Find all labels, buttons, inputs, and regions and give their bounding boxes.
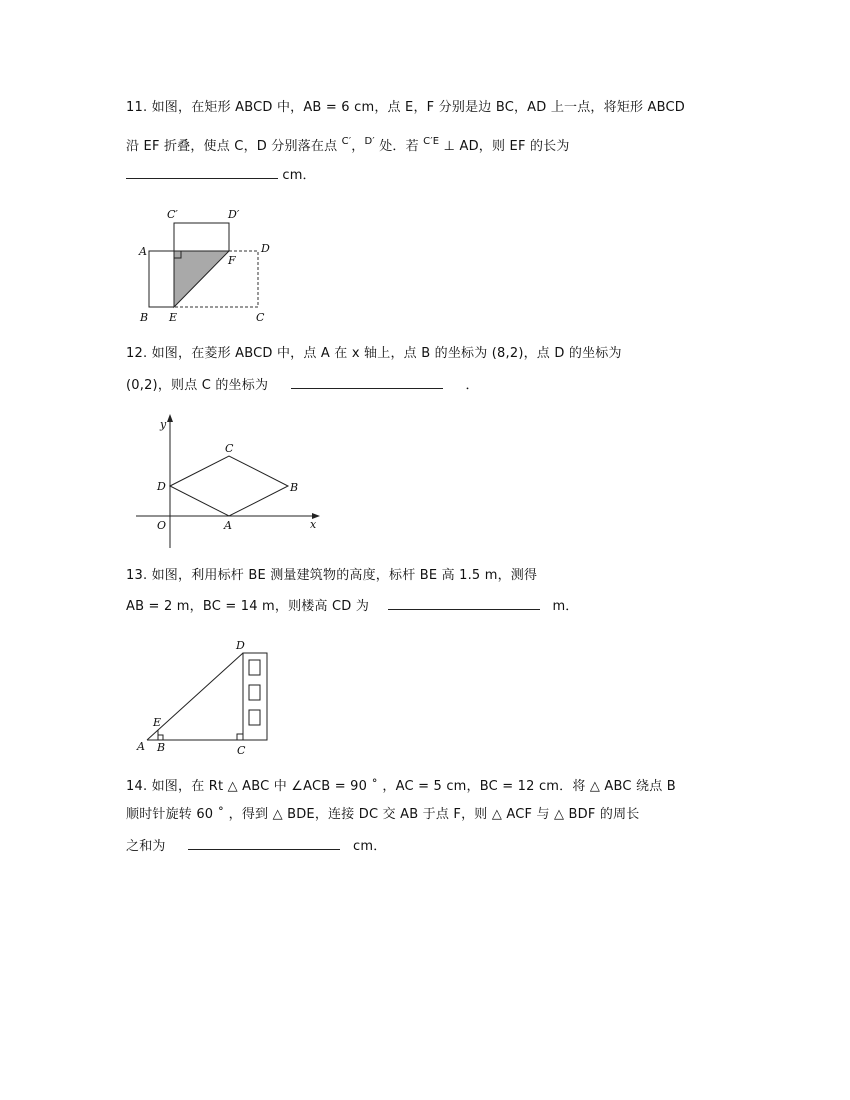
q11-label-b: B (140, 311, 149, 324)
q12-figure (130, 412, 330, 557)
q14-text-line2: 顺时针旋转 60 ˚ ，得到 △ BDE，连接 DC 交 AB 于点 F，则 △ ACF 与 △ BDF 的周长 (126, 807, 640, 822)
q11-label-a: A (139, 245, 147, 258)
q12-label-b: B (290, 481, 299, 494)
q11-unit: cm． (282, 168, 316, 183)
q11-figure (130, 200, 280, 330)
q12-label-x: x (310, 518, 317, 531)
q11-label-cprime: C′ (167, 208, 178, 221)
q14-text-line1: 14. 如图，在 Rt △ ABC 中 ∠ACB = 90 ˚ ，AC = 5 cm，BC = 12 cm．将 △ ABC 绕点 B (126, 779, 676, 794)
q12-answer-blank[interactable] (291, 374, 443, 389)
q11-text-line3 (126, 164, 316, 185)
q14-answer-blank[interactable] (188, 835, 340, 850)
q11-label-f: F (228, 254, 236, 267)
q13-label-d: D (236, 639, 245, 652)
q11-cpe: C′E (423, 136, 440, 147)
q13-right-angle-b (158, 735, 163, 740)
q11-text-line2 (126, 138, 570, 157)
q11-text-line1: 11. 如图，在矩形 ABCD 中，AB = 6 cm，点 E，F 分别是边 BC，AD 上一点，将矩形 ABCD (126, 100, 686, 115)
q13-sight-line (147, 653, 243, 740)
q13-text-line2 (126, 595, 579, 616)
q12-y-arrow (167, 414, 173, 422)
q13-label-e: E (153, 716, 162, 729)
q11-perp: ⊥ AD，则 EF 的长为 (439, 139, 570, 154)
q12-rhombus (170, 456, 288, 516)
q13-label-b: B (157, 741, 166, 754)
q11-sep: ， (351, 139, 365, 154)
q11-shaded-triangle (174, 251, 229, 307)
q11-answer-blank[interactable] (126, 164, 278, 179)
q13-label-a: A (137, 740, 145, 753)
q14-text-line3 (126, 835, 386, 856)
q11-d-prime: D′ (364, 136, 375, 147)
q13-building (243, 653, 267, 740)
q13-answer-blank[interactable] (388, 595, 540, 610)
q11-folded-rect (174, 223, 229, 251)
q13-text-line1: 13. 如图，利用标杆 BE 测量建筑物的高度，标杆 BE 高 1.5 m，测得 (126, 568, 538, 583)
q12-label-a: A (224, 519, 232, 532)
q12-label-o: O (157, 519, 167, 532)
q13-window-3 (249, 710, 260, 725)
q13-figure (130, 636, 280, 756)
q13-right-angle-c (237, 734, 243, 740)
q13-unit: m． (552, 599, 579, 614)
q13-window-1 (249, 660, 260, 675)
q13-line2: AB = 2 m，BC = 14 m，则楼高 CD 为 (126, 599, 370, 614)
q12-label-d: D (157, 480, 166, 493)
q11-line2-b: 处．若 (374, 139, 424, 154)
q12-text-line2 (126, 374, 479, 395)
q12-label-y: y (160, 418, 167, 431)
q12-label-c: C (225, 442, 234, 455)
q14-unit: cm． (352, 839, 387, 854)
q11-label-dprime: D′ (228, 208, 240, 221)
q11-left-rect (149, 251, 174, 307)
q13-window-2 (249, 685, 260, 700)
q11-c-prime: C′ (341, 136, 352, 147)
q11-label-e: E (169, 311, 178, 324)
q11-label-c: C (256, 311, 265, 324)
q12-line2: (0,2)，则点 C 的坐标为 (126, 378, 269, 393)
q12-text-line1: 12. 如图，在菱形 ABCD 中，点 A 在 x 轴上，点 B 的坐标为 (8,2)，点 D 的坐标为 (126, 346, 622, 361)
q13-label-c: C (237, 744, 246, 757)
q11-line2-a: 沿 EF 折叠，使点 C，D 分别落在点 (126, 139, 342, 154)
q11-label-d: D (261, 242, 270, 255)
q12-end: ． (465, 378, 479, 393)
q14-line3: 之和为 (126, 839, 166, 854)
